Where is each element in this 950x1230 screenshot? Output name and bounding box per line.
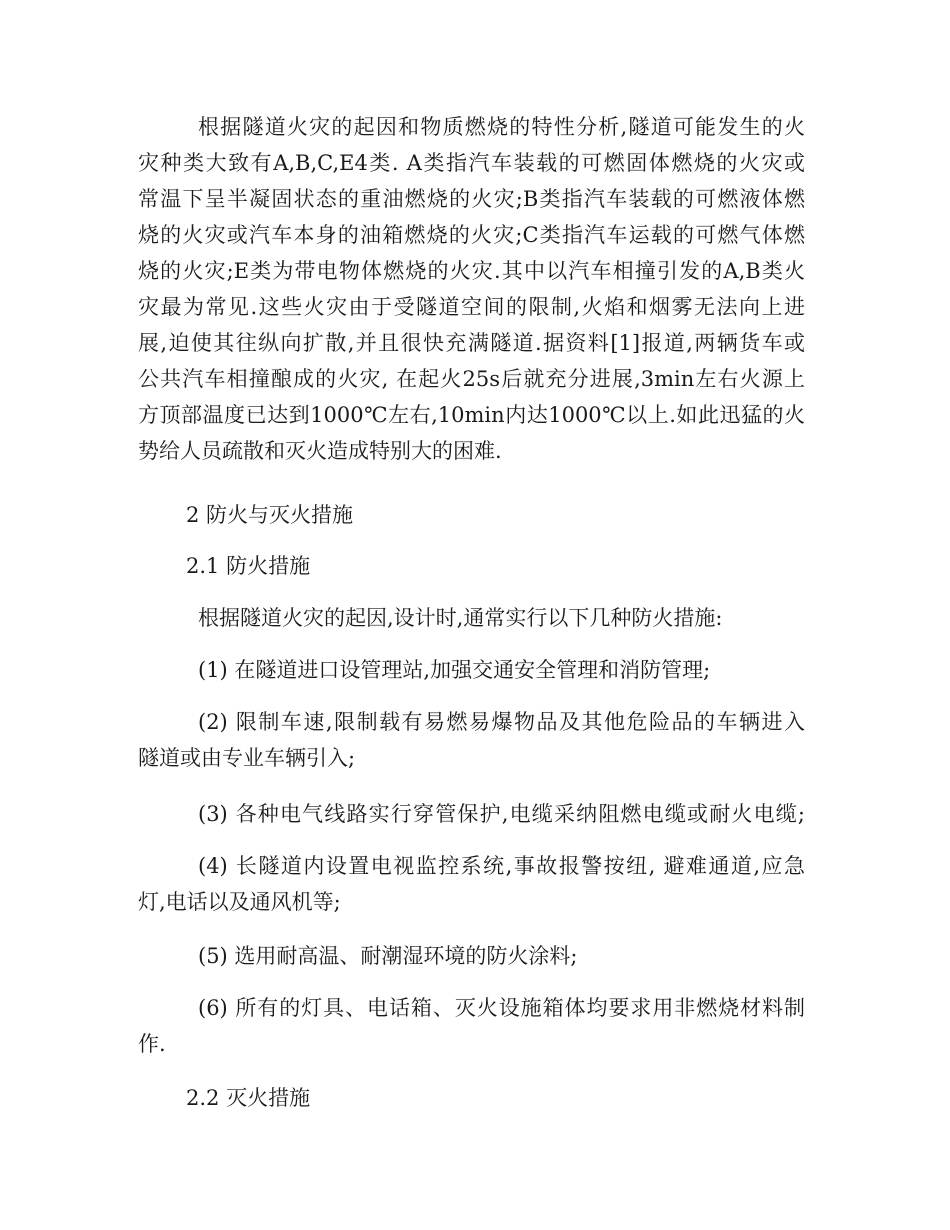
section-heading: 2 防火与灭火措施 — [186, 503, 354, 527]
paragraph-line: 公共汽车相撞酿成的火灾, 在起火25s后就充分进展,3min左右火源上 — [138, 367, 805, 391]
subsection-heading: 2.2 灭火措施 — [186, 1086, 311, 1110]
paragraph-line: 常温下呈半凝固状态的重油燃烧的火灾;B类指汽车装载的可燃液体燃 — [138, 187, 805, 211]
paragraph-line: 灾种类大致有A,B,C,E4类. A类指汽车装载的可燃固体燃烧的火灾或 — [138, 151, 805, 175]
list-item-continuation: 隧道或由专业车辆引入; — [138, 746, 356, 770]
list-item-continuation: 作. — [138, 1032, 166, 1056]
list-item: (3) 各种电气线路实行穿管保护,电缆采纳阻燃电缆或耐火电缆; — [198, 802, 805, 826]
list-item: (6) 所有的灯具、电话箱、灭火设施箱体均要求用非燃烧材料制 — [198, 996, 805, 1020]
list-item: (5) 选用耐高温、耐潮湿环境的防火涂料; — [198, 944, 578, 968]
paragraph-line: 根据隧道火灾的起因和物质燃烧的特性分析,隧道可能发生的火 — [198, 115, 805, 139]
list-item: (2) 限制车速,限制载有易燃易爆物品及其他危险品的车辆进入 — [198, 710, 805, 734]
section-intro: 根据隧道火灾的起因,设计时,通常实行以下几种防火措施: — [198, 606, 723, 630]
paragraph-line: 方顶部温度已达到1000℃左右,10min内达1000℃以上.如此迅猛的火 — [138, 403, 805, 427]
paragraph-line: 烧的火灾;E类为带电物体燃烧的火灾.其中以汽车相撞引发的A,B类火 — [138, 259, 805, 283]
subsection-heading: 2.1 防火措施 — [186, 554, 311, 578]
list-item: (4) 长隧道内设置电视监控系统,事故报警按纽, 避难通道,应急 — [198, 854, 805, 878]
list-item: (1) 在隧道进口设管理站,加强交通安全管理和消防管理; — [198, 658, 711, 682]
paragraph-line: 灾最为常见.这些火灾由于受隧道空间的限制,火焰和烟雾无法向上进 — [138, 295, 805, 319]
paragraph-line: 烧的火灾或汽车本身的油箱燃烧的火灾;C类指汽车运载的可燃气体燃 — [138, 223, 805, 247]
paragraph-line: 展,迫使其往纵向扩散,并且很快充满隧道.据资料[1]报道,两辆货车或 — [138, 331, 805, 355]
list-item-continuation: 灯,电话以及通风机等; — [138, 890, 341, 914]
paragraph-line: 势给人员疏散和灭火造成特别大的困难. — [138, 439, 502, 463]
